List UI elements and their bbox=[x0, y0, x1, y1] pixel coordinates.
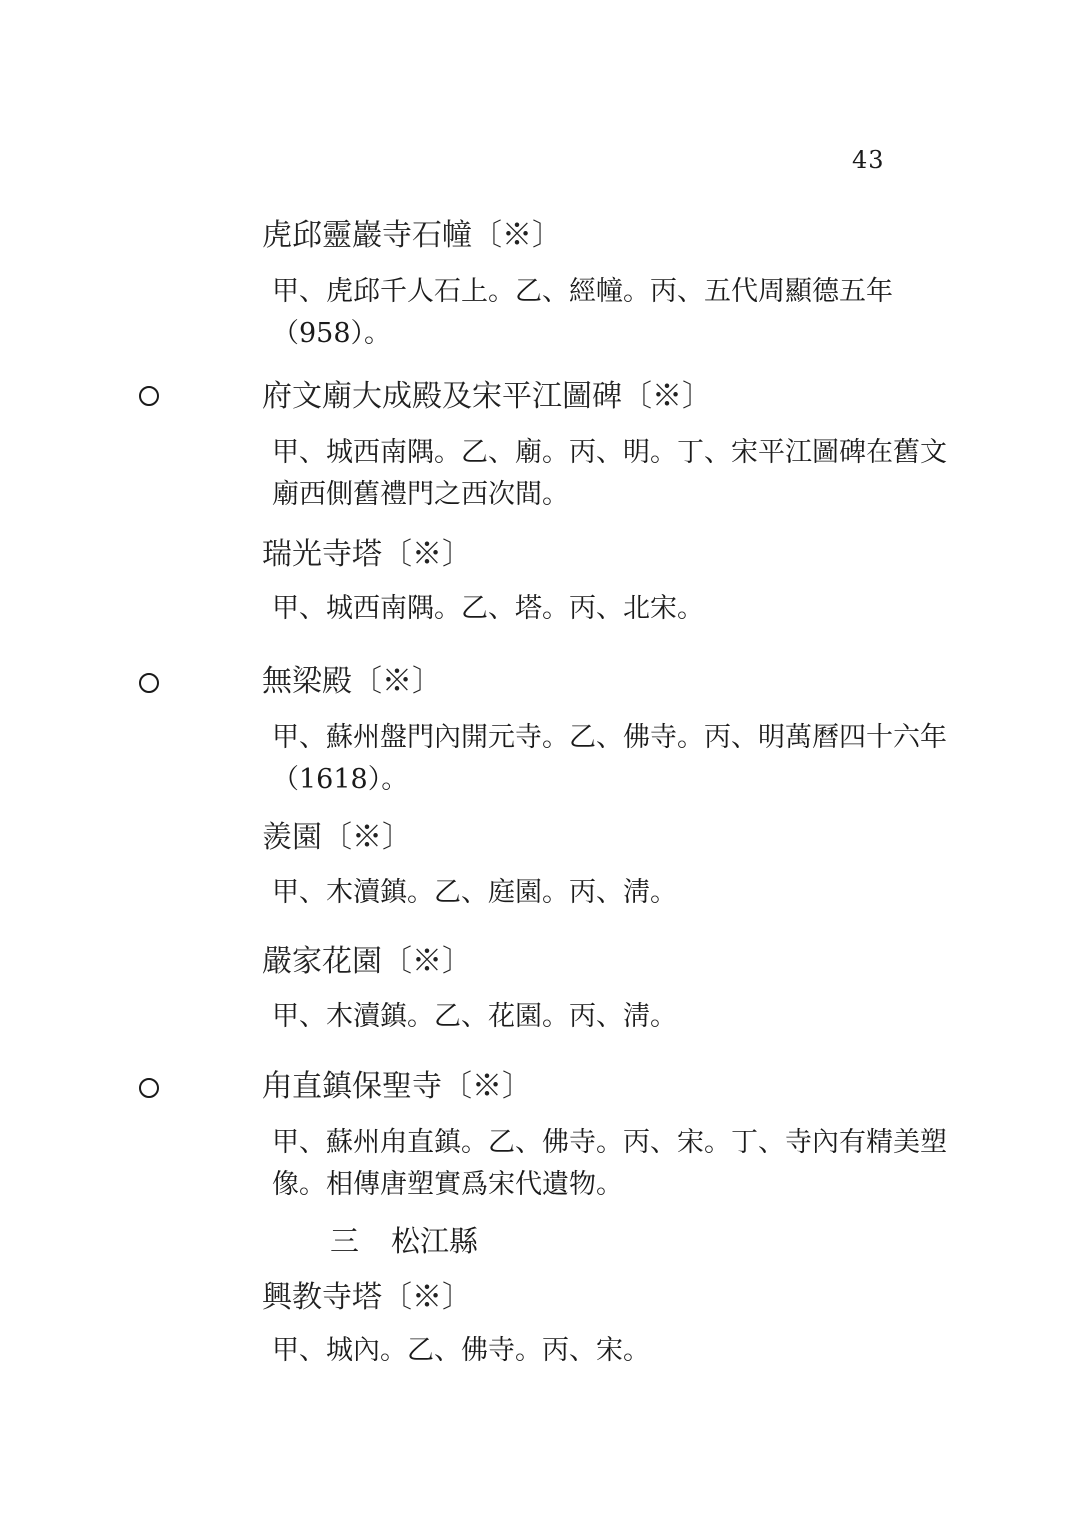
entry-heading: 興教寺塔〔※〕 bbox=[262, 1280, 472, 1315]
circle-marker-icon bbox=[139, 673, 159, 693]
section-heading bbox=[330, 1222, 478, 1260]
entry-heading: 府文廟大成殿及宋平江圖碑〔※〕 bbox=[262, 379, 712, 414]
entry-detail: 甲、虎邱千人石上。乙、經幢。丙、五代周顯德五年（958）。 bbox=[272, 276, 893, 349]
page-number: 43 bbox=[852, 146, 885, 174]
entry-heading: 甪直鎮保聖寺〔※〕 bbox=[262, 1069, 532, 1104]
section-title: 松江縣 bbox=[391, 1224, 479, 1258]
entry-detail: 甲、城西南隅。乙、廟。丙、明。丁、宋平江圖碑在舊文廟西側舊禮門之西次間。 bbox=[272, 437, 947, 510]
section-number: 三 bbox=[330, 1224, 360, 1258]
entry-detail: 甲、城內。乙、佛寺。丙、宋。 bbox=[272, 1335, 650, 1366]
entry-heading: 瑞光寺塔〔※〕 bbox=[262, 537, 472, 572]
circle-marker-icon bbox=[139, 1078, 159, 1098]
entry-detail: 甲、蘇州甪直鎮。乙、佛寺。丙、宋。丁、寺內有精美塑像。相傳唐塑實爲宋代遺物。 bbox=[272, 1127, 947, 1200]
entry-detail: 甲、木瀆鎮。乙、庭園。丙、淸。 bbox=[272, 877, 677, 908]
entry-heading: 虎邱靈巖寺石幢〔※〕 bbox=[262, 218, 562, 253]
entry-detail: 甲、城西南隅。乙、塔。丙、北宋。 bbox=[272, 593, 704, 624]
entry-heading: 羨園〔※〕 bbox=[262, 820, 412, 855]
entry-detail: 甲、蘇州盤門內開元寺。乙、佛寺。丙、明萬曆四十六年（1618）。 bbox=[272, 722, 947, 795]
entry-heading: 無梁殿〔※〕 bbox=[262, 664, 442, 699]
circle-marker-icon bbox=[139, 386, 159, 406]
entry-detail: 甲、木瀆鎮。乙、花園。丙、淸。 bbox=[272, 1001, 677, 1032]
entry-heading: 嚴家花園〔※〕 bbox=[262, 944, 472, 979]
